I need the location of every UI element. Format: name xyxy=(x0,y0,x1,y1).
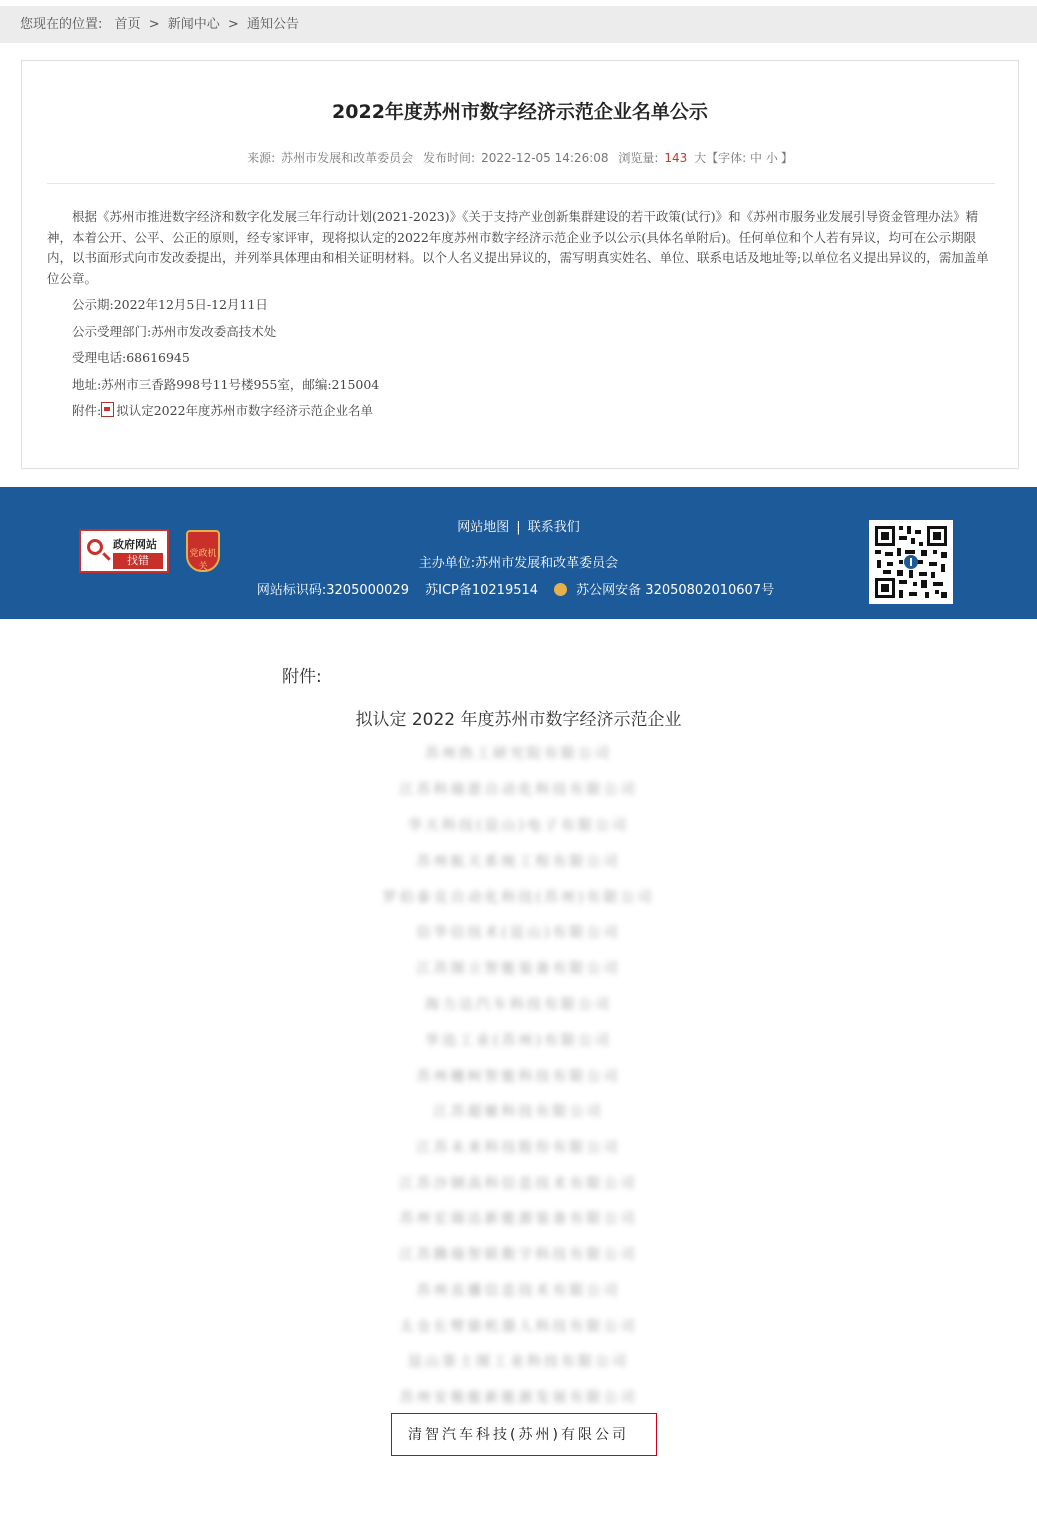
font-size-small[interactable]: 小 xyxy=(765,151,778,165)
annex-title: 拟认定 2022 年度苏州市数字经济示范企业 xyxy=(355,710,682,730)
breadcrumb-news[interactable]: 新闻中心 xyxy=(167,17,220,32)
company-item: 华天科技(昆山)电子有限公司 xyxy=(408,818,629,834)
company-item: 太仓长臂猿机器人科技有限公司 xyxy=(399,1319,638,1335)
badge-bottom-text: 找错 xyxy=(113,553,163,569)
host-info: 主办单位:苏州市发展和改革委员会 xyxy=(418,556,619,571)
company-item: 海力达汽车科技有限公司 xyxy=(425,997,612,1013)
article-body xyxy=(47,207,995,422)
breadcrumb-home[interactable]: 首页 xyxy=(114,17,141,32)
breadcrumb xyxy=(0,6,1037,43)
company-item: 苏州宏瑞达新能源装备有限公司 xyxy=(399,1211,638,1227)
icp-number: 苏ICP备10219514 xyxy=(425,583,539,598)
breadcrumb-separator: > xyxy=(227,17,239,32)
attachment-line xyxy=(47,401,995,422)
dept-line: 公示受理部门:苏州市发改委高技术处 xyxy=(72,323,277,339)
font-size-large[interactable]: 大【字体: xyxy=(694,151,747,165)
company-item: 苏州安极能新能源发展有限公司 xyxy=(399,1390,638,1406)
party-gov-badge-text: 党政机关 xyxy=(189,549,217,572)
views-label: 浏览量: xyxy=(618,151,659,165)
company-item: 信华信技术(昆山)有限公司 xyxy=(416,925,621,941)
phone-line: 受理电话:68616945 xyxy=(72,350,190,365)
breadcrumb-separator: > xyxy=(148,17,160,32)
badge-top-text: 政府网站 xyxy=(113,538,157,551)
source-value: 苏州市发展和改革委员会 xyxy=(281,151,414,165)
site-id: 网站标识码:3205000029 xyxy=(256,583,409,598)
company-item: 华迅工业(苏州)有限公司 xyxy=(425,1033,612,1049)
article-paragraph: 根据《苏州市推进数字经济和数字化发展三年行动计划(2021-2023)》《关于支持产业创新集群建设的若干政策(试行)》和《苏州市服务业发展引导资金管理办法》精神，本着公开、公平、公正的原则，经专家评审，现将拟认定的2022年度苏州市数字经济示范企业予以公示(具体名单附后)。任何单位和个人若有异议，均可在公示期限内，以书面形式向市发改委提出，并列举具体理由和相关证明材料。以个人名义提出异议的，需写明真实姓名、单位、联系电话及地址等;以单位名义提出异议的，需加盖单位公章。 xyxy=(47,209,989,286)
link-divider: | xyxy=(516,520,521,535)
divider xyxy=(47,183,995,184)
breadcrumb-notices[interactable]: 通知公告 xyxy=(246,17,299,32)
qr-code-icon xyxy=(869,520,953,604)
company-item: 苏州航天系统工程有限公司 xyxy=(416,854,621,870)
article-meta xyxy=(22,149,1018,166)
highlighted-company: 清智汽车科技(苏州)有限公司 xyxy=(408,1427,629,1443)
company-item: 昆山第士图工业科技有限公司 xyxy=(408,1354,629,1370)
company-item: 江苏腾瑞智联数字科技有限公司 xyxy=(399,1247,638,1263)
article-title: 2022年度苏州市数字经济示范企业名单公示 xyxy=(332,101,708,123)
company-item: 江苏沙钢高科信息技术有限公司 xyxy=(399,1176,638,1192)
annex-label: 附件: xyxy=(282,667,322,687)
company-item: 苏州直播信息技术有限公司 xyxy=(416,1283,621,1299)
sitemap-link[interactable]: 网站地图 xyxy=(457,520,510,535)
company-item: 江苏未来科技股份有限公司 xyxy=(416,1140,621,1156)
police-emblem-icon xyxy=(554,583,567,596)
company-item: 江苏图立智能装备有限公司 xyxy=(416,961,621,977)
time-value: 2022-12-05 14:26:08 xyxy=(481,151,609,165)
font-size-medium[interactable]: 中 xyxy=(750,151,763,165)
company-item: 江苏超敏科技有限公司 xyxy=(433,1104,604,1120)
views-count: 143 xyxy=(664,151,688,165)
police-record-text: 苏公网安备 32050802010607号 xyxy=(576,583,775,598)
time-label: 发布时间: xyxy=(423,151,476,165)
breadcrumb-prefix: 您现在的位置: xyxy=(20,17,103,32)
font-size-bracket: 】 xyxy=(780,151,793,165)
contact-link[interactable]: 联系我们 xyxy=(527,520,580,535)
site-footer xyxy=(0,487,1037,619)
attachment-link[interactable]: 拟认定2022年度苏州市数字经济示范企业名单 xyxy=(116,403,374,418)
article-panel xyxy=(21,60,1019,469)
company-item: 苏州穗柯智能科技有限公司 xyxy=(416,1069,621,1085)
company-item: 罗伯泰克自动化科技(苏州)有限公司 xyxy=(382,890,655,906)
company-item: 苏州热工研究院有限公司 xyxy=(425,746,612,762)
period-line: 公示期:2022年12月5日-12月11日 xyxy=(72,297,268,312)
company-item: 江苏科瑞恩自动化科技有限公司 xyxy=(399,782,638,798)
attachment-label: 附件: xyxy=(72,403,102,418)
police-record xyxy=(554,583,780,598)
address-line: 地址:苏州市三香路998号11号楼955室，邮编:215004 xyxy=(72,376,380,392)
source-label: 来源: xyxy=(247,151,276,165)
pdf-icon xyxy=(101,402,114,417)
